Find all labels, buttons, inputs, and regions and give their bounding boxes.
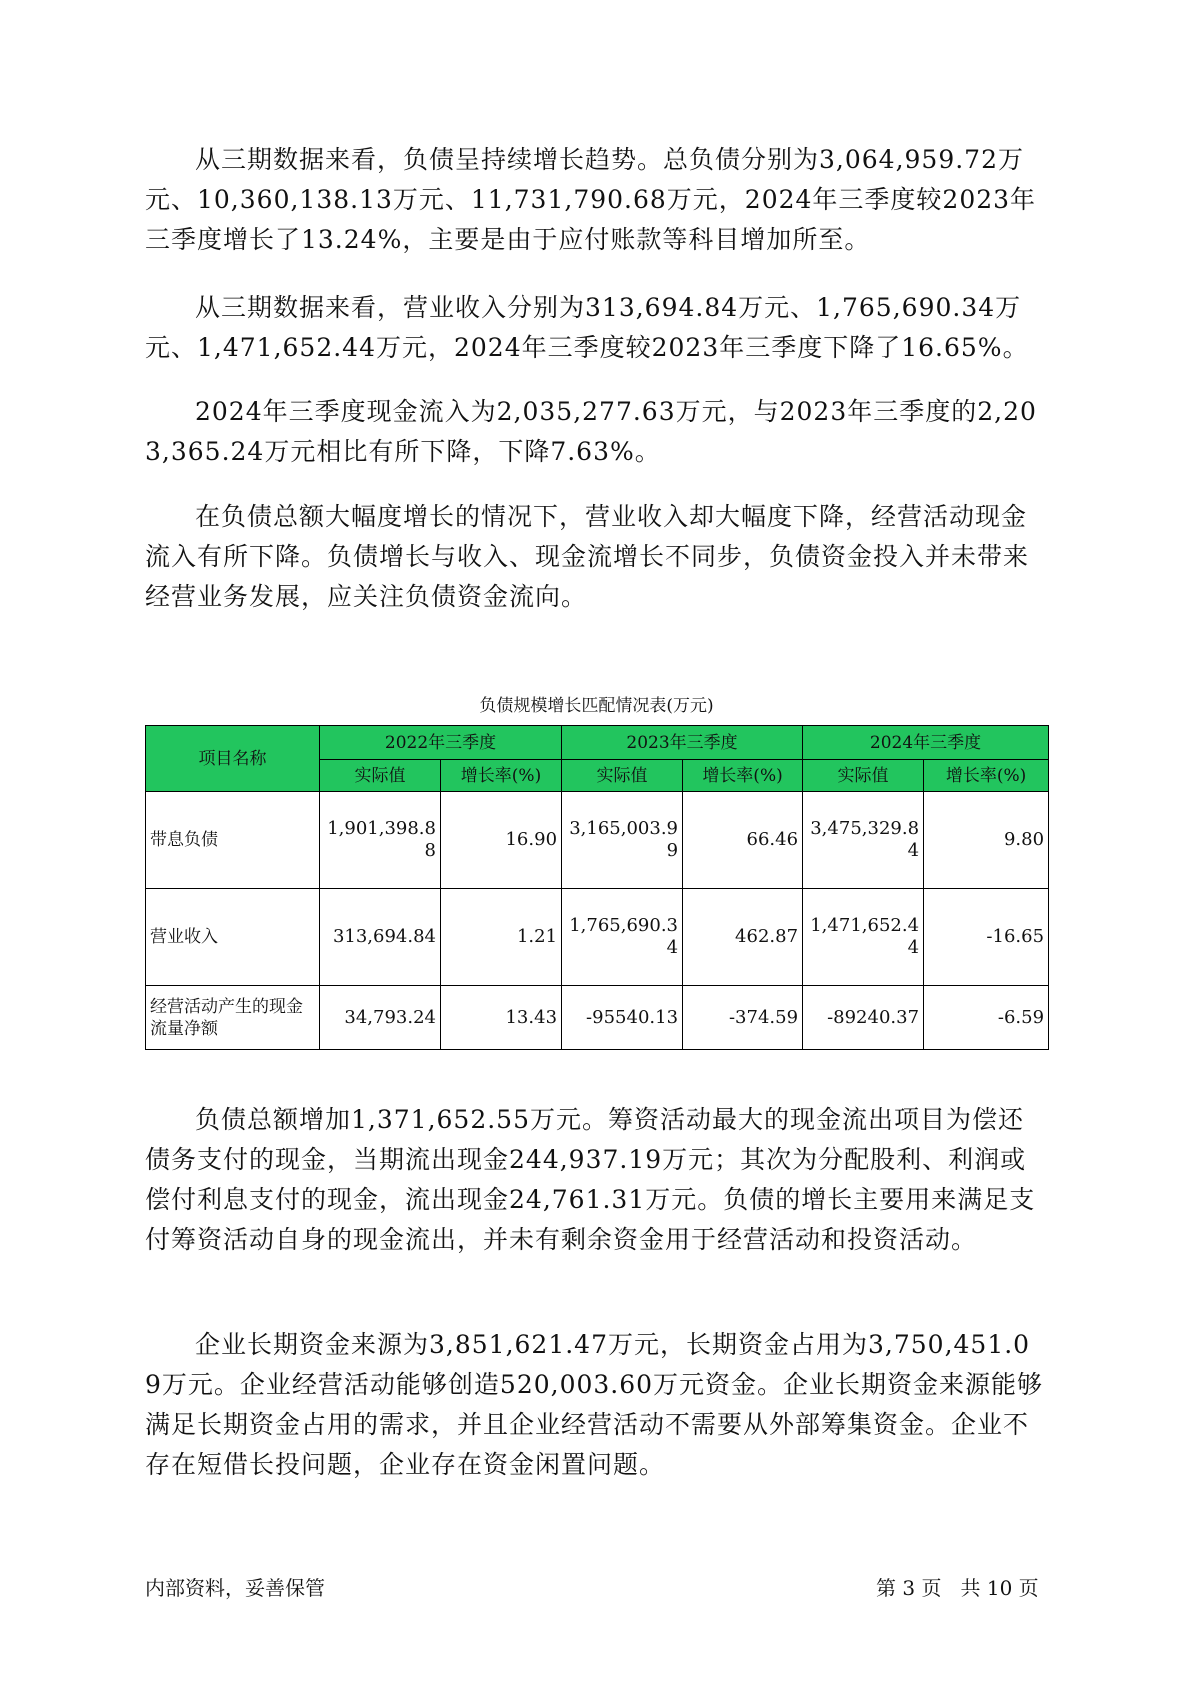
cell-value: 3,475,329.84 — [803, 792, 924, 889]
header-period-2023: 2023年三季度 — [562, 726, 803, 760]
cell-rate: -6.59 — [924, 986, 1049, 1050]
subheader-value: 实际值 — [320, 760, 441, 792]
cell-rate: 66.46 — [683, 792, 803, 889]
cell-value: 3,165,003.99 — [562, 792, 683, 889]
paragraph-liability-analysis: 在负债总额大幅度增长的情况下，营业收入却大幅度下降，经营活动现金流入有所下降。负债增长与收入、现金流增长不同步，负债资金投入并未带来经营业务发展，应关注负债资金流向。 — [145, 502, 1030, 611]
paragraph-long-term-funds: 企业长期资金来源为3,851,621.47万元，长期资金占用为3,750,451.09万元。企业经营活动能够创造520,003.60万元资金。企业长期资金来源能够满足长期资金占用的需求，并且企业经营活动不需要从外部筹集资金。企业不存在短借长投问题，企业存在资金闲置问题。 — [145, 1330, 1044, 1479]
cell-rate: 13.43 — [441, 986, 562, 1050]
cell-rate: 1.21 — [441, 889, 562, 986]
cell-value: 34,793.24 — [320, 986, 441, 1050]
cell-rate: -16.65 — [924, 889, 1049, 986]
table-caption: 负债规模增长匹配情况表(万元) — [479, 696, 714, 716]
liability-growth-table — [145, 725, 1049, 1050]
subheader-value: 实际值 — [562, 760, 683, 792]
footer-confidential-note: 内部资料，妥善保管 — [145, 1576, 325, 1600]
table-row — [146, 986, 1049, 1050]
cell-value: -89240.37 — [803, 986, 924, 1050]
row-label: 经营活动产生的现金流量净额 — [146, 986, 320, 1050]
paragraph-financing-cashflow: 负债总额增加1,371,652.55万元。筹资活动最大的现金流出项目为偿还债务支付的现金，当期流出现金244,937.19万元；其次为分配股利、利润或偿付利息支付的现金，流出现金24,761.31万元。负债的增长主要用来满足支付筹资活动自身的现金流出，并未有剩余资金用于经营活动和投资活动。 — [145, 1105, 1036, 1254]
cell-value: 1,471,652.44 — [803, 889, 924, 986]
row-label: 营业收入 — [146, 889, 320, 986]
cell-rate: 462.87 — [683, 889, 803, 986]
header-item-name: 项目名称 — [146, 726, 320, 792]
cell-value: 1,901,398.88 — [320, 792, 441, 889]
header-period-2024: 2024年三季度 — [803, 726, 1049, 760]
table-header-row — [146, 726, 1049, 760]
paragraph-liability-trend: 从三期数据来看，负债呈持续增长趋势。总负债分别为3,064,959.72万元、10,360,138.13万元、11,731,790.68万元，2024年三季度较2023年三季度增长了13.24%，主要是由于应付账款等科目增加所至。 — [145, 145, 1037, 254]
subheader-rate: 增长率(%) — [441, 760, 562, 792]
cell-value: 1,765,690.34 — [562, 889, 683, 986]
subheader-value: 实际值 — [803, 760, 924, 792]
cell-rate: 9.80 — [924, 792, 1049, 889]
table-row — [146, 792, 1049, 889]
footer-page-number: 第 3 页 共 10 页 — [876, 1576, 1039, 1600]
cell-rate: 16.90 — [441, 792, 562, 889]
header-period-2022: 2022年三季度 — [320, 726, 562, 760]
cell-value: -95540.13 — [562, 986, 683, 1050]
row-label: 带息负债 — [146, 792, 320, 889]
cell-rate: -374.59 — [683, 986, 803, 1050]
paragraph-cash-inflow: 2024年三季度现金流入为2,035,277.63万元，与2023年三季度的2,203,365.24万元相比有所下降，下降7.63%。 — [145, 397, 1037, 466]
cell-value: 313,694.84 — [320, 889, 441, 986]
subheader-rate: 增长率(%) — [683, 760, 803, 792]
paragraph-revenue-trend: 从三期数据来看，营业收入分别为313,694.84万元、1,765,690.34万元、1,471,652.44万元，2024年三季度较2023年三季度下降了16.65%。 — [145, 293, 1029, 362]
subheader-rate: 增长率(%) — [924, 760, 1049, 792]
table-row — [146, 889, 1049, 986]
